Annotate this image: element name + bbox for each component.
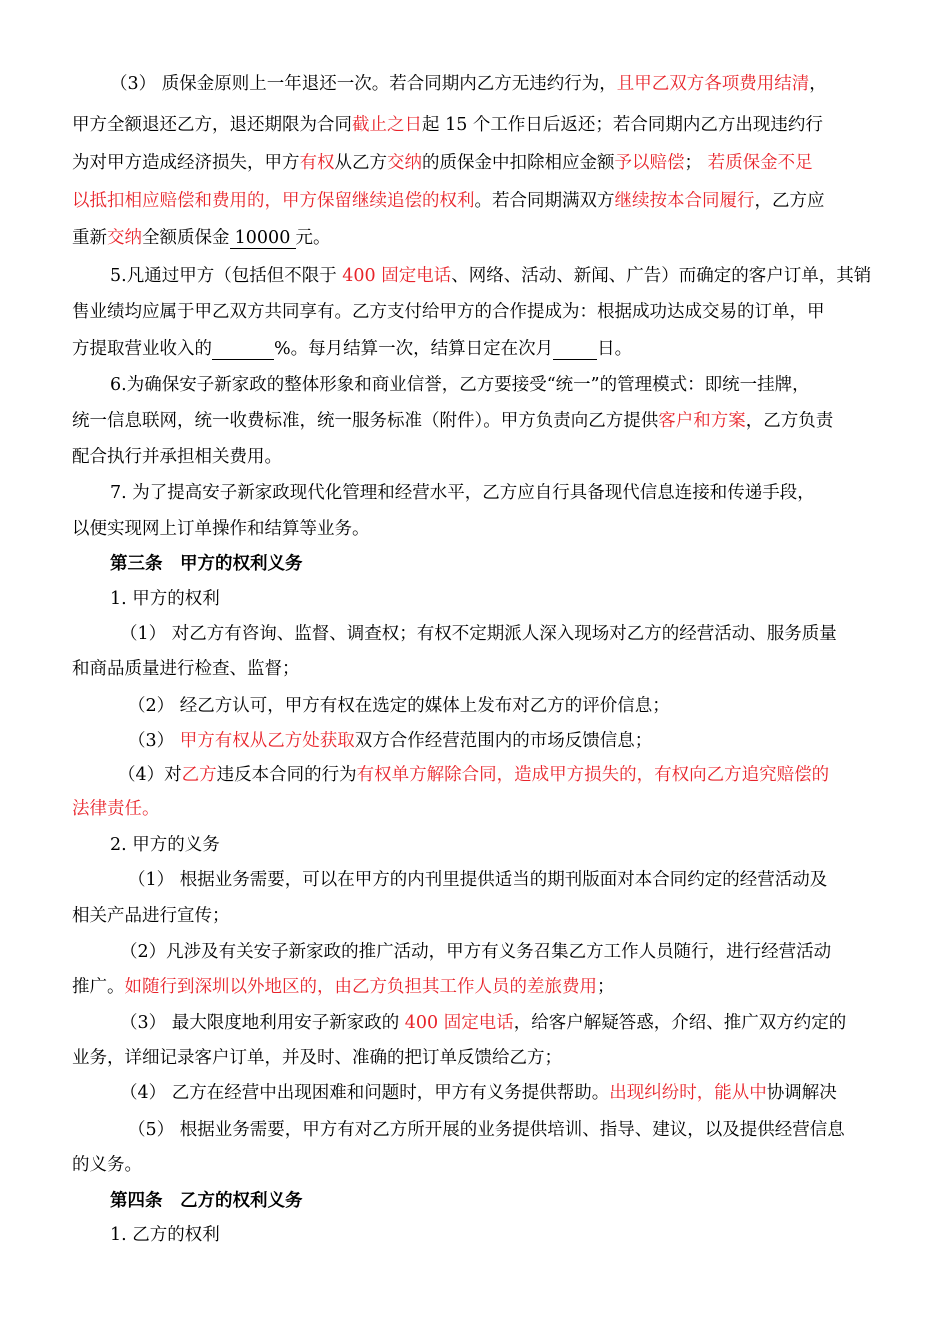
text: ，乙方应 [754, 191, 825, 211]
right-3-line [128, 729, 652, 753]
text: （4）对 [118, 765, 182, 785]
right-1-line-1 [120, 622, 837, 646]
article-4-title: 第四条 乙方的权利义务 [110, 1191, 303, 1211]
highlighted-text: 予以赔偿 [614, 153, 685, 173]
text: 从乙方 [334, 153, 387, 173]
clause-5-line-2 [72, 300, 825, 324]
text: 推广。 [72, 977, 125, 997]
text: 6.为确保安子新家政的整体形象和商业信誉，乙方要接受“统一”的管理模式：即统一挂牌， [110, 375, 810, 395]
text: 和商品质量进行检查、监督； [72, 659, 300, 679]
text: 为对甲方造成经济损失，甲方 [72, 153, 300, 173]
highlighted-text: 继续按本合同履行 [614, 191, 755, 211]
clause-7-line-2 [72, 517, 370, 541]
text: ； [597, 977, 615, 997]
deposit-clause-line-1 [110, 72, 827, 96]
deposit-clause-line-3 [72, 151, 813, 175]
deposit-clause-line-4 [72, 189, 825, 213]
text: （3） [128, 731, 180, 751]
text: 。若合同期满双方 [474, 191, 615, 211]
text: 配合执行并承担相关费用。 [72, 447, 282, 467]
clause-5-line-3 [72, 337, 632, 361]
text: ，给客户解疑答惑，介绍、推广双方约定的 [513, 1013, 847, 1033]
deposit-clause-line-2 [72, 113, 823, 137]
duty-4-line [120, 1081, 837, 1105]
duty-1-line-2 [72, 904, 230, 928]
text: 的质保金中扣除相应金额 [422, 153, 615, 173]
highlighted-text: 400 固定电话 [404, 1013, 514, 1033]
highlighted-text: 交纳 [387, 153, 422, 173]
settlement-day-blank [553, 339, 597, 360]
clause-6-line-1 [110, 373, 810, 397]
right-4-line-1 [118, 763, 829, 787]
text: ； [684, 153, 708, 173]
clause-6-line-2 [72, 409, 833, 433]
right-2-line [128, 694, 670, 718]
text: 售业绩均应属于甲乙双方共同享有。乙方支付给甲方的合作提成为：根据成功达成交易的订单，甲 [72, 302, 825, 322]
clause-6-line-3 [72, 445, 282, 469]
article-3-rights-heading: 1. 甲方的权利 [110, 589, 220, 609]
text: ，乙方负责 [745, 411, 834, 431]
text: （3） 质保金原则上一年退还一次。若合同期内乙方无违约行为， [110, 74, 617, 94]
duty-5-line-2 [72, 1153, 142, 1177]
text: 元。 [295, 228, 331, 248]
text: 、网络、活动、新闻、广告）而确定的客户订单，其销 [451, 266, 872, 286]
highlighted-text: 法律责任。 [72, 799, 160, 819]
text: %。每月结算一次，结算日定在次月 [274, 339, 554, 359]
text: 统一信息联网，统一收费标准，统一服务标准（附件）。甲方负责向乙方提供 [72, 411, 659, 431]
highlighted-text: 如随行到深圳以外地区的，由乙方负担其工作人员的差旅费用 [124, 977, 597, 997]
text: 以便实现网上订单操作和结算等业务。 [72, 519, 370, 539]
text: ， [809, 74, 827, 94]
text: 甲方全额退还乙方，退还期限为合同 [72, 115, 352, 135]
text: 7. 为了提高安子新家政现代化管理和经营水平，乙方应自行具备现代信息连接和传递手段， [110, 483, 815, 503]
highlighted-text: 且甲乙双方各项费用结清 [616, 74, 810, 94]
text: 全额质保金 [142, 228, 230, 248]
highlighted-text: 有权 [299, 153, 335, 173]
text: （5） 根据业务需要，甲方有对乙方所开展的业务提供培训、指导、建议，以及提供经营信息 [128, 1120, 845, 1140]
highlighted-text: 甲方有权从乙方处获取 [179, 731, 355, 751]
text: （1） 对乙方有咨询、监督、调查权；有权不定期派人深入现场对乙方的经营活动、服务质量 [120, 624, 837, 644]
text: （2）凡涉及有关安子新家政的推广活动，甲方有义务召集乙方工作人员随行，进行经营活动 [120, 942, 832, 962]
text: 协调解决 [766, 1083, 837, 1103]
deposit-amount-field: 10000 [230, 228, 296, 249]
article-4-rights-heading: 1. 乙方的权利 [110, 1225, 220, 1245]
text: 违反本合同的行为 [216, 765, 357, 785]
highlighted-text: 出现纠纷时，能从中 [609, 1083, 767, 1103]
deposit-clause-line-5 [72, 226, 331, 250]
article-3-duties-heading: 2. 甲方的义务 [110, 835, 220, 855]
highlighted-text: 乙方 [181, 765, 217, 785]
clause-5-line-1 [110, 264, 871, 288]
text: 相关产品进行宣传； [72, 906, 230, 926]
duty-5-line-1 [128, 1118, 845, 1142]
text: （1） 根据业务需要，可以在甲方的内刊里提供适当的期刊版面对本合同约定的经营活动及 [128, 870, 828, 890]
text: 日。 [597, 339, 633, 359]
highlighted-text: 交纳 [107, 228, 142, 248]
highlighted-text: 截止之日 [352, 115, 422, 135]
highlighted-text: 有权单方解除合同，造成甲方损失的，有权向乙方追究赔偿的 [356, 765, 830, 785]
text: 业务，详细记录客户订单，并及时、准确的把订单反馈给乙方； [72, 1048, 562, 1068]
highlighted-text: 以抵扣相应赔偿和费用的，甲方保留继续追偿的权利 [72, 191, 475, 211]
right-4-line-2 [72, 797, 160, 821]
text: 的义务。 [72, 1155, 142, 1175]
highlighted-text: 客户和方案 [658, 411, 746, 431]
duty-3-line-1 [120, 1011, 846, 1035]
right-1-line-2 [72, 657, 300, 681]
text: 双方合作经营范围内的市场反馈信息； [354, 731, 653, 751]
article-3-title: 第三条 甲方的权利义务 [110, 554, 303, 574]
text: （2） 经乙方认可，甲方有权在选定的媒体上发布对乙方的评价信息； [128, 696, 670, 716]
commission-rate-blank [212, 339, 274, 360]
highlighted-text: 若质保金不足 [707, 153, 813, 173]
duty-2-line-1 [120, 940, 831, 964]
duty-2-line-2 [72, 975, 615, 999]
text: 方提取营业收入的 [72, 339, 212, 359]
text: （3） 最大限度地利用安子新家政的 [120, 1013, 405, 1033]
clause-7-line-1 [110, 481, 815, 505]
text: （4） 乙方在经营中出现困难和问题时，甲方有义务提供帮助。 [120, 1083, 610, 1103]
text: 重新 [72, 228, 107, 248]
duty-3-line-2 [72, 1046, 562, 1070]
text: 5.凡通过甲方（包括但不限于 [110, 266, 343, 286]
highlighted-text: 400 固定电话 [342, 266, 452, 286]
text: 起 15 个工作日后返还；若合同期内乙方出现违约行 [422, 115, 823, 135]
duty-1-line-1 [128, 868, 827, 892]
